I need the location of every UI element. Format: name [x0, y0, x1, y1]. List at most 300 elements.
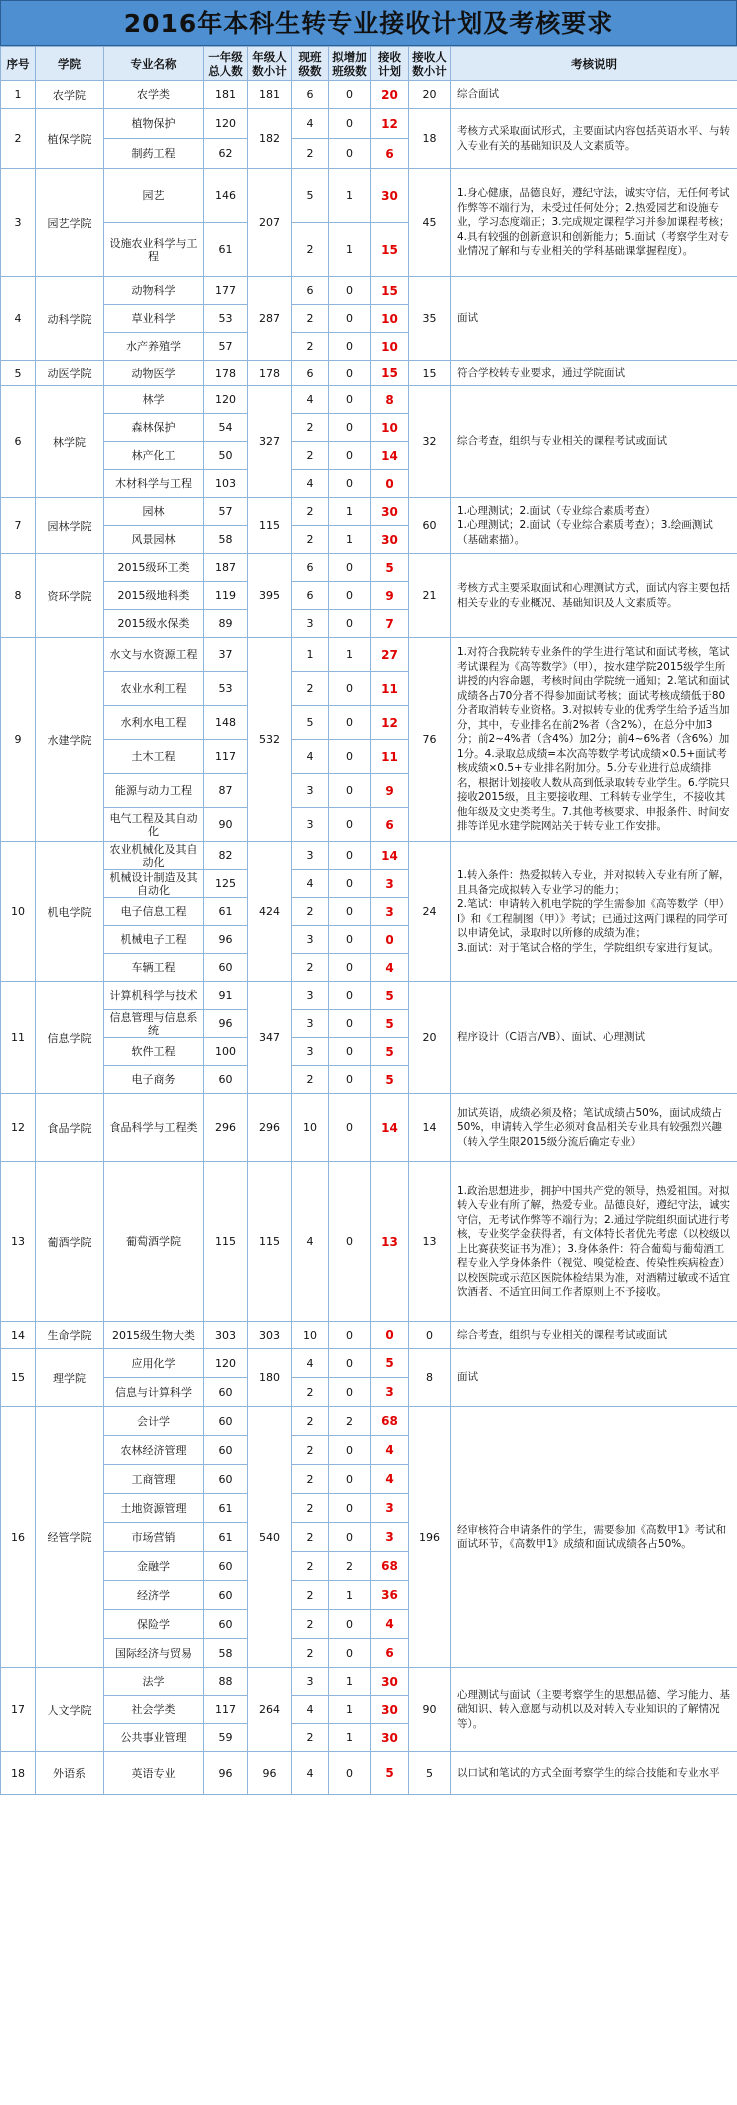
- major-name: 英语专业: [104, 1752, 204, 1795]
- grade-subtotal: 327: [248, 386, 292, 498]
- college-name: 动科学院: [36, 277, 104, 361]
- grade-subtotal: 540: [248, 1407, 292, 1668]
- receive-subtotal: 35: [409, 277, 451, 361]
- assessment-note: 加试英语，成绩必须及格；笔试成绩占50%，面试成绩占50%，申请转入学生必须对食品相关专业具有较强烈兴趣（转入学生限2015级分流后确定专业）: [451, 1094, 737, 1162]
- receive-subtotal: 196: [409, 1407, 451, 1668]
- receive-subtotal: 90: [409, 1668, 451, 1752]
- major-name: 园艺: [104, 169, 204, 223]
- receive-plan: 10: [371, 414, 409, 442]
- college-name: 植保学院: [36, 109, 104, 169]
- freshman-total: 125: [204, 870, 248, 898]
- row-number: 9: [1, 638, 36, 842]
- freshman-total: 146: [204, 169, 248, 223]
- added-classes: 0: [329, 1639, 371, 1668]
- assessment-note: 符合学校转专业要求，通过学院面试: [451, 361, 737, 386]
- row-number: 10: [1, 842, 36, 982]
- freshman-total: 60: [204, 1407, 248, 1436]
- freshman-total: 53: [204, 305, 248, 333]
- current-classes: 4: [292, 740, 329, 774]
- current-classes: 2: [292, 954, 329, 982]
- freshman-total: 91: [204, 982, 248, 1010]
- major-name: 木材科学与工程: [104, 470, 204, 498]
- receive-plan: 14: [371, 442, 409, 470]
- header-cell: 接收计划: [371, 47, 409, 81]
- header-cell: 接收人数小计: [409, 47, 451, 81]
- table-row: [1, 277, 737, 305]
- major-name: 软件工程: [104, 1038, 204, 1066]
- row-number: 4: [1, 277, 36, 361]
- added-classes: 0: [329, 982, 371, 1010]
- major-name: 植物保护: [104, 109, 204, 139]
- current-classes: 3: [292, 808, 329, 842]
- college-name: 资环学院: [36, 554, 104, 638]
- added-classes: 1: [329, 1668, 371, 1696]
- grade-subtotal: 264: [248, 1668, 292, 1752]
- college-name: 生命学院: [36, 1322, 104, 1349]
- current-classes: 10: [292, 1322, 329, 1349]
- major-name: 森林保护: [104, 414, 204, 442]
- assessment-note: 考核方式采取面试形式，主要面试内容包括英语水平、与转入专业有关的基础知识及人文素质等。: [451, 109, 737, 169]
- current-classes: 3: [292, 610, 329, 638]
- major-name: 草业科学: [104, 305, 204, 333]
- added-classes: 0: [329, 706, 371, 740]
- receive-plan: 9: [371, 582, 409, 610]
- receive-subtotal: 18: [409, 109, 451, 169]
- major-name: 市场营销: [104, 1523, 204, 1552]
- table-row: [1, 982, 737, 1010]
- table-row: [1, 638, 737, 672]
- added-classes: 0: [329, 1378, 371, 1407]
- current-classes: 10: [292, 1094, 329, 1162]
- freshman-total: 58: [204, 526, 248, 554]
- row-number: 1: [1, 81, 36, 109]
- added-classes: 0: [329, 470, 371, 498]
- grade-subtotal: 395: [248, 554, 292, 638]
- header-row: [1, 47, 737, 81]
- receive-plan: 5: [371, 1010, 409, 1038]
- major-name: 金融学: [104, 1552, 204, 1581]
- freshman-total: 100: [204, 1038, 248, 1066]
- table-row: [1, 386, 737, 414]
- receive-plan: 5: [371, 1038, 409, 1066]
- major-name: 电子信息工程: [104, 898, 204, 926]
- major-name: 工商管理: [104, 1465, 204, 1494]
- freshman-total: 62: [204, 139, 248, 169]
- college-name: 理学院: [36, 1349, 104, 1407]
- current-classes: 4: [292, 386, 329, 414]
- receive-plan: 11: [371, 740, 409, 774]
- major-name: 动物医学: [104, 361, 204, 386]
- major-name: 农学类: [104, 81, 204, 109]
- added-classes: 1: [329, 638, 371, 672]
- receive-plan: 36: [371, 1581, 409, 1610]
- college-name: 农学院: [36, 81, 104, 109]
- header-cell: 考核说明: [451, 47, 737, 81]
- freshman-total: 96: [204, 1010, 248, 1038]
- receive-plan: 3: [371, 898, 409, 926]
- current-classes: 2: [292, 1523, 329, 1552]
- freshman-total: 117: [204, 1696, 248, 1724]
- freshman-total: 82: [204, 842, 248, 870]
- row-number: 3: [1, 169, 36, 277]
- added-classes: 0: [329, 333, 371, 361]
- added-classes: 0: [329, 109, 371, 139]
- current-classes: 3: [292, 774, 329, 808]
- receive-plan: 12: [371, 109, 409, 139]
- freshman-total: 181: [204, 81, 248, 109]
- current-classes: 3: [292, 1010, 329, 1038]
- assessment-note: 心理测试与面试（主要考察学生的思想品德、学习能力、基础知识、转入意愿与动机以及对转入专业知识的了解情况等）。: [451, 1668, 737, 1752]
- grade-subtotal: 182: [248, 109, 292, 169]
- major-name: 园林: [104, 498, 204, 526]
- receive-subtotal: 13: [409, 1162, 451, 1322]
- header-cell: 一年级总人数: [204, 47, 248, 81]
- added-classes: 1: [329, 223, 371, 277]
- row-number: 16: [1, 1407, 36, 1668]
- receive-plan: 9: [371, 774, 409, 808]
- freshman-total: 117: [204, 740, 248, 774]
- current-classes: 2: [292, 1436, 329, 1465]
- receive-plan: 5: [371, 1752, 409, 1795]
- freshman-total: 187: [204, 554, 248, 582]
- grade-subtotal: 207: [248, 169, 292, 277]
- major-name: 计算机科学与技术: [104, 982, 204, 1010]
- added-classes: 0: [329, 1094, 371, 1162]
- receive-plan: 0: [371, 926, 409, 954]
- receive-subtotal: 5: [409, 1752, 451, 1795]
- assessment-note: 面试: [451, 1349, 737, 1407]
- major-name: 水利水电工程: [104, 706, 204, 740]
- current-classes: 4: [292, 870, 329, 898]
- added-classes: 0: [329, 1752, 371, 1795]
- receive-plan: 3: [371, 1494, 409, 1523]
- grade-subtotal: 532: [248, 638, 292, 842]
- added-classes: 1: [329, 526, 371, 554]
- freshman-total: 120: [204, 109, 248, 139]
- current-classes: 3: [292, 982, 329, 1010]
- major-name: 水文与水资源工程: [104, 638, 204, 672]
- freshman-total: 148: [204, 706, 248, 740]
- added-classes: 0: [329, 898, 371, 926]
- grade-subtotal: 180: [248, 1349, 292, 1407]
- college-name: 林学院: [36, 386, 104, 498]
- receive-plan: 30: [371, 498, 409, 526]
- added-classes: 1: [329, 169, 371, 223]
- receive-plan: 30: [371, 526, 409, 554]
- receive-plan: 7: [371, 610, 409, 638]
- current-classes: 2: [292, 1407, 329, 1436]
- receive-plan: 14: [371, 1094, 409, 1162]
- college-name: 动医学院: [36, 361, 104, 386]
- freshman-total: 120: [204, 386, 248, 414]
- college-name: 机电学院: [36, 842, 104, 982]
- college-name: 葡酒学院: [36, 1162, 104, 1322]
- added-classes: 0: [329, 414, 371, 442]
- grade-subtotal: 96: [248, 1752, 292, 1795]
- receive-plan: 14: [371, 842, 409, 870]
- row-number: 17: [1, 1668, 36, 1752]
- table-row: [1, 81, 737, 109]
- college-name: 外语系: [36, 1752, 104, 1795]
- assessment-note: 1.转入条件：热爱拟转入专业，并对拟转入专业有所了解，且具备完成拟转入专业学习的能力； 2.笔试：申请转入机电学院的学生需参加《高等数学（甲）I》和《工程制图（甲）》考试；已通过这两门课程的同学可以申请免试，录取时以所修的成绩为准； 3.面试：对于笔试合格的学生，学院组织专家进行复试。: [451, 842, 737, 982]
- receive-plan: 6: [371, 1639, 409, 1668]
- current-classes: 2: [292, 526, 329, 554]
- added-classes: 1: [329, 1696, 371, 1724]
- assessment-note: 程序设计（C语言/VB）、面试、心理测试: [451, 982, 737, 1094]
- header-cell: 现班级数: [292, 47, 329, 81]
- major-name: 2015级水保类: [104, 610, 204, 638]
- current-classes: 2: [292, 333, 329, 361]
- table-body: [1, 81, 737, 1795]
- major-name: 信息与计算科学: [104, 1378, 204, 1407]
- freshman-total: 58: [204, 1639, 248, 1668]
- grade-subtotal: 424: [248, 842, 292, 982]
- row-number: 13: [1, 1162, 36, 1322]
- current-classes: 2: [292, 1639, 329, 1668]
- added-classes: 0: [329, 554, 371, 582]
- grade-subtotal: 181: [248, 81, 292, 109]
- added-classes: 0: [329, 305, 371, 333]
- added-classes: 0: [329, 1610, 371, 1639]
- current-classes: 4: [292, 1349, 329, 1378]
- added-classes: 0: [329, 808, 371, 842]
- added-classes: 1: [329, 1581, 371, 1610]
- table-row: [1, 361, 737, 386]
- assessment-note: 面试: [451, 277, 737, 361]
- major-name: 法学: [104, 1668, 204, 1696]
- plan-table: [0, 46, 737, 1795]
- table-row: [1, 1407, 737, 1436]
- current-classes: 6: [292, 361, 329, 386]
- table-row: [1, 1322, 737, 1349]
- receive-plan: 15: [371, 277, 409, 305]
- current-classes: 6: [292, 582, 329, 610]
- receive-subtotal: 20: [409, 982, 451, 1094]
- receive-plan: 5: [371, 982, 409, 1010]
- receive-plan: 8: [371, 386, 409, 414]
- major-name: 2015级环工类: [104, 554, 204, 582]
- receive-plan: 4: [371, 1436, 409, 1465]
- major-name: 食品科学与工程类: [104, 1094, 204, 1162]
- receive-subtotal: 24: [409, 842, 451, 982]
- major-name: 农林经济管理: [104, 1436, 204, 1465]
- table-row: [1, 1668, 737, 1696]
- added-classes: 0: [329, 1349, 371, 1378]
- receive-plan: 6: [371, 139, 409, 169]
- table-row: [1, 1349, 737, 1378]
- receive-subtotal: 0: [409, 1322, 451, 1349]
- college-name: 食品学院: [36, 1094, 104, 1162]
- receive-plan: 4: [371, 1465, 409, 1494]
- major-name: 土地资源管理: [104, 1494, 204, 1523]
- grade-subtotal: 178: [248, 361, 292, 386]
- added-classes: 1: [329, 1724, 371, 1752]
- header-cell: 年级人数小计: [248, 47, 292, 81]
- current-classes: 6: [292, 554, 329, 582]
- row-number: 11: [1, 982, 36, 1094]
- added-classes: 0: [329, 774, 371, 808]
- grade-subtotal: 115: [248, 498, 292, 554]
- major-name: 能源与动力工程: [104, 774, 204, 808]
- added-classes: 0: [329, 1038, 371, 1066]
- receive-plan: 3: [371, 1378, 409, 1407]
- assessment-note: 综合考查，组织与专业相关的课程考试或面试: [451, 1322, 737, 1349]
- current-classes: 2: [292, 1465, 329, 1494]
- assessment-note: 考核方式主要采取面试和心理测试方式，面试内容主要包括相关专业的专业概况、基础知识及人文素质等。: [451, 554, 737, 638]
- added-classes: 0: [329, 277, 371, 305]
- freshman-total: 60: [204, 1066, 248, 1094]
- freshman-total: 60: [204, 1552, 248, 1581]
- major-name: 机械设计制造及其自动化: [104, 870, 204, 898]
- freshman-total: 120: [204, 1349, 248, 1378]
- table-row: [1, 109, 737, 139]
- receive-plan: 5: [371, 1066, 409, 1094]
- major-name: 动物科学: [104, 277, 204, 305]
- major-name: 车辆工程: [104, 954, 204, 982]
- assessment-note: 1.政治思想进步，拥护中国共产党的领导，热爱祖国。对拟转入专业有所了解，热爱专业。品德良好，遵纪守法，诚实守信，无考试作弊等不端行为；2.通过学院组织面试进行考核，专业奖学金获得者，有文体特长者优先考虑（以校级以上比赛获奖证书为准）；3.身体条件：符合葡萄与葡萄酒工程专业入学身体条件（视觉、嗅觉检查、传染性疾病检查）以校医院或示范区医院体检结果为准，对酒精过敏或不适宜饮酒者、不适宜田间工作者原则上不予接收。: [451, 1162, 737, 1322]
- grade-subtotal: 115: [248, 1162, 292, 1322]
- added-classes: 0: [329, 1322, 371, 1349]
- header-cell: 学院: [36, 47, 104, 81]
- added-classes: 0: [329, 842, 371, 870]
- current-classes: 1: [292, 638, 329, 672]
- grade-subtotal: 296: [248, 1094, 292, 1162]
- receive-plan: 30: [371, 1668, 409, 1696]
- major-name: 经济学: [104, 1581, 204, 1610]
- major-name: 农业机械化及其自动化: [104, 842, 204, 870]
- table-row: [1, 1162, 737, 1322]
- current-classes: 2: [292, 1378, 329, 1407]
- row-number: 14: [1, 1322, 36, 1349]
- freshman-total: 54: [204, 414, 248, 442]
- row-number: 12: [1, 1094, 36, 1162]
- current-classes: 4: [292, 1162, 329, 1322]
- college-name: 人文学院: [36, 1668, 104, 1752]
- added-classes: 0: [329, 672, 371, 706]
- major-name: 国际经济与贸易: [104, 1639, 204, 1668]
- freshman-total: 60: [204, 1378, 248, 1407]
- assessment-note: 经审核符合申请条件的学生，需要参加《高数甲1》考试和面试环节，《高数甲1》成绩和面试成绩各占50%。: [451, 1407, 737, 1668]
- receive-subtotal: 20: [409, 81, 451, 109]
- header-cell: 专业名称: [104, 47, 204, 81]
- freshman-total: 87: [204, 774, 248, 808]
- freshman-total: 60: [204, 1610, 248, 1639]
- receive-plan: 68: [371, 1407, 409, 1436]
- major-name: 林学: [104, 386, 204, 414]
- current-classes: 2: [292, 1552, 329, 1581]
- freshman-total: 90: [204, 808, 248, 842]
- major-name: 电气工程及其自动化: [104, 808, 204, 842]
- added-classes: 0: [329, 1162, 371, 1322]
- freshman-total: 96: [204, 1752, 248, 1795]
- row-number: 7: [1, 498, 36, 554]
- added-classes: 0: [329, 582, 371, 610]
- freshman-total: 57: [204, 498, 248, 526]
- freshman-total: 57: [204, 333, 248, 361]
- added-classes: 0: [329, 442, 371, 470]
- added-classes: 0: [329, 1465, 371, 1494]
- added-classes: 0: [329, 1523, 371, 1552]
- receive-plan: 5: [371, 554, 409, 582]
- receive-subtotal: 76: [409, 638, 451, 842]
- major-name: 会计学: [104, 1407, 204, 1436]
- receive-plan: 15: [371, 361, 409, 386]
- major-name: 农业水利工程: [104, 672, 204, 706]
- row-number: 5: [1, 361, 36, 386]
- major-name: 设施农业科学与工程: [104, 223, 204, 277]
- college-name: 经管学院: [36, 1407, 104, 1668]
- current-classes: 4: [292, 1752, 329, 1795]
- freshman-total: 60: [204, 1581, 248, 1610]
- freshman-total: 50: [204, 442, 248, 470]
- assessment-note: 1.心理测试；2.面试（专业综合素质考查） 1.心理测试；2.面试（专业综合素质考查）；3.绘画测试（基础素描）。: [451, 498, 737, 554]
- receive-plan: 0: [371, 1322, 409, 1349]
- freshman-total: 296: [204, 1094, 248, 1162]
- added-classes: 0: [329, 610, 371, 638]
- grade-subtotal: 287: [248, 277, 292, 361]
- freshman-total: 96: [204, 926, 248, 954]
- freshman-total: 59: [204, 1724, 248, 1752]
- receive-plan: 10: [371, 305, 409, 333]
- major-name: 应用化学: [104, 1349, 204, 1378]
- major-name: 2015级生物大类: [104, 1322, 204, 1349]
- table-row: [1, 169, 737, 223]
- header-cell: 拟增加班级数: [329, 47, 371, 81]
- freshman-total: 60: [204, 1436, 248, 1465]
- current-classes: 2: [292, 414, 329, 442]
- receive-subtotal: 32: [409, 386, 451, 498]
- current-classes: 2: [292, 223, 329, 277]
- row-number: 18: [1, 1752, 36, 1795]
- current-classes: 6: [292, 277, 329, 305]
- current-classes: 5: [292, 706, 329, 740]
- added-classes: 0: [329, 926, 371, 954]
- receive-plan: 20: [371, 81, 409, 109]
- current-classes: 2: [292, 1066, 329, 1094]
- table-row: [1, 1094, 737, 1162]
- major-name: 制药工程: [104, 139, 204, 169]
- added-classes: 0: [329, 1066, 371, 1094]
- added-classes: 0: [329, 1494, 371, 1523]
- table-row: [1, 842, 737, 870]
- receive-plan: 10: [371, 333, 409, 361]
- receive-subtotal: 8: [409, 1349, 451, 1407]
- freshman-total: 37: [204, 638, 248, 672]
- current-classes: 2: [292, 139, 329, 169]
- freshman-total: 89: [204, 610, 248, 638]
- current-classes: 2: [292, 1581, 329, 1610]
- added-classes: 0: [329, 954, 371, 982]
- added-classes: 0: [329, 139, 371, 169]
- major-name: 土木工程: [104, 740, 204, 774]
- major-name: 公共事业管理: [104, 1724, 204, 1752]
- assessment-note: 以口试和笔试的方式全面考察学生的综合技能和专业水平: [451, 1752, 737, 1795]
- receive-plan: 68: [371, 1552, 409, 1581]
- freshman-total: 177: [204, 277, 248, 305]
- major-name: 保险学: [104, 1610, 204, 1639]
- current-classes: 2: [292, 305, 329, 333]
- receive-plan: 4: [371, 1610, 409, 1639]
- receive-plan: 6: [371, 808, 409, 842]
- freshman-total: 115: [204, 1162, 248, 1322]
- current-classes: 4: [292, 109, 329, 139]
- added-classes: 0: [329, 386, 371, 414]
- major-name: 2015级地科类: [104, 582, 204, 610]
- receive-plan: 11: [371, 672, 409, 706]
- major-name: 风景园林: [104, 526, 204, 554]
- freshman-total: 178: [204, 361, 248, 386]
- receive-plan: 3: [371, 870, 409, 898]
